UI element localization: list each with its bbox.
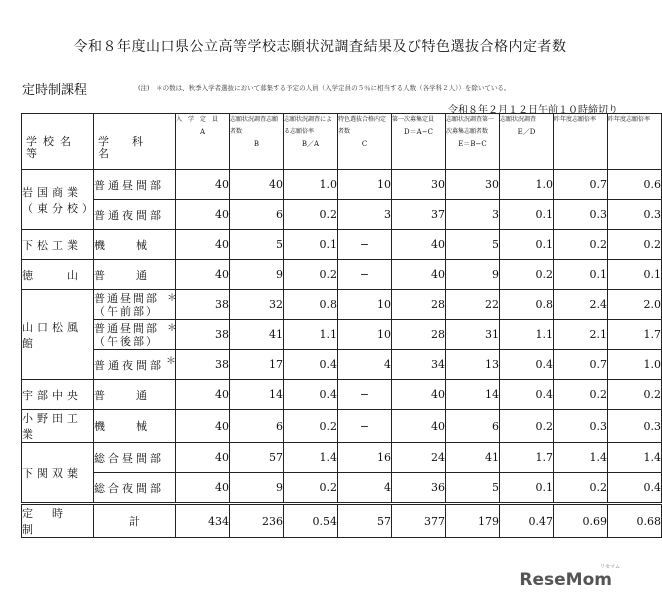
value-cell: 1.7 bbox=[500, 443, 554, 473]
value-cell: 10 bbox=[338, 170, 392, 200]
school-name: 岩国商業（東分校） bbox=[22, 170, 94, 230]
value-cell: 2.1 bbox=[554, 320, 608, 350]
subject-name bbox=[94, 200, 176, 230]
value-cell: 0.7 bbox=[554, 170, 608, 200]
value-cell: 0.8 bbox=[500, 290, 554, 320]
value-cell: 0.1 bbox=[554, 260, 608, 290]
value-cell: 0.4 bbox=[608, 473, 662, 504]
value-cell: 40 bbox=[392, 380, 446, 410]
value-cell: − bbox=[338, 380, 392, 410]
value-cell: 1.1 bbox=[500, 320, 554, 350]
value-cell: 0.6 bbox=[608, 170, 662, 200]
value-cell: 40 bbox=[176, 260, 230, 290]
value-cell: 38 bbox=[176, 320, 230, 350]
value-cell: 4 bbox=[338, 473, 392, 504]
subject-name bbox=[94, 473, 176, 504]
value-cell: 1.1 bbox=[284, 320, 338, 350]
value-cell: 17 bbox=[230, 350, 284, 380]
table-row bbox=[22, 260, 662, 290]
table-row bbox=[22, 170, 662, 200]
subject-name bbox=[94, 320, 179, 350]
value-cell: 0.1 bbox=[608, 260, 662, 290]
value-cell: 0.2 bbox=[608, 230, 662, 260]
value-cell: 0.4 bbox=[500, 380, 554, 410]
value-cell: 40 bbox=[176, 473, 230, 504]
value-cell: 1.4 bbox=[554, 443, 608, 473]
value-cell: 0.1 bbox=[500, 473, 554, 504]
value-cell: 40 bbox=[176, 380, 230, 410]
value-cell: 0.2 bbox=[284, 200, 338, 230]
value-cell: 40 bbox=[176, 230, 230, 260]
value-cell: 3 bbox=[338, 200, 392, 230]
subject-name bbox=[94, 290, 179, 320]
value-cell: 0.3 bbox=[554, 200, 608, 230]
table-row bbox=[22, 473, 662, 504]
subject-label: 普 通 bbox=[94, 268, 150, 282]
value-cell: 0.2 bbox=[500, 410, 554, 443]
value-cell: 0.8 bbox=[284, 290, 338, 320]
value-cell: 2.0 bbox=[608, 290, 662, 320]
value-cell: 0.4 bbox=[284, 350, 338, 380]
value-cell: 0.2 bbox=[284, 260, 338, 290]
total-value: 179 bbox=[446, 504, 500, 538]
total-value: 57 bbox=[338, 504, 392, 538]
subject-label: 普通昼間部（午前部） bbox=[94, 291, 159, 318]
subject-label: 機 械 bbox=[94, 420, 150, 433]
value-cell: 0.1 bbox=[500, 200, 554, 230]
value-cell: 14 bbox=[230, 380, 284, 410]
header-col bbox=[500, 114, 554, 170]
header-col-letter: E＝B−C bbox=[458, 140, 487, 148]
section-title: 定時制課程 bbox=[22, 83, 88, 98]
value-cell: 9 bbox=[446, 260, 500, 290]
logo-subtext: リセマム bbox=[600, 564, 620, 570]
value-cell: 31 bbox=[446, 320, 500, 350]
subject-label: 普通夜間部 bbox=[94, 358, 164, 372]
value-cell: 22 bbox=[446, 290, 500, 320]
total-value: 434 bbox=[176, 504, 230, 538]
header-subject bbox=[94, 114, 176, 170]
value-cell: 36 bbox=[392, 473, 446, 504]
value-cell: 0.3 bbox=[608, 200, 662, 230]
school-name: 徳 山 bbox=[22, 260, 94, 290]
value-cell: 38 bbox=[176, 350, 230, 380]
value-cell: 2.4 bbox=[554, 290, 608, 320]
value-cell: 14 bbox=[446, 380, 500, 410]
header-school bbox=[22, 114, 94, 170]
table-row bbox=[22, 350, 662, 380]
value-cell: 0.2 bbox=[284, 410, 338, 443]
value-cell: 41 bbox=[446, 443, 500, 473]
value-cell: 38 bbox=[176, 290, 230, 320]
value-cell: 0.7 bbox=[554, 350, 608, 380]
header-col bbox=[230, 114, 284, 170]
value-cell: 40 bbox=[392, 230, 446, 260]
header-col-title: 志願状況調査 bbox=[500, 116, 537, 123]
subject-name bbox=[94, 170, 176, 200]
value-cell: 10 bbox=[338, 290, 392, 320]
subject-name bbox=[94, 410, 176, 443]
value-cell: 0.2 bbox=[608, 380, 662, 410]
school-name: 山口松風館 bbox=[22, 290, 94, 380]
results-table bbox=[21, 113, 662, 538]
value-cell: 40 bbox=[230, 170, 284, 200]
value-cell: 1.7 bbox=[608, 320, 662, 350]
header-col-title: 志願状況調査志願者数 bbox=[230, 116, 279, 135]
header-col-title: 志願状況調査第一次募集志願者数 bbox=[446, 116, 495, 135]
value-cell: 30 bbox=[446, 170, 500, 200]
header-col bbox=[608, 114, 662, 170]
page-title: 令和８年度山口県公立高等学校志願状況調査結果及び特色選抜合格内定者数 bbox=[73, 39, 567, 55]
value-cell: 1.4 bbox=[608, 443, 662, 473]
subject-label: 普通夜間部 bbox=[94, 208, 164, 222]
header-school-label: 学校名等 bbox=[26, 135, 77, 160]
header-col-title: 昨年度志願倍率 bbox=[608, 116, 651, 123]
header-col-title: 昨年度志願倍率 bbox=[554, 116, 597, 123]
value-cell: 0.4 bbox=[500, 350, 554, 380]
value-cell: 13 bbox=[446, 350, 500, 380]
header-subject-label: 学 科 名 bbox=[98, 135, 166, 160]
value-cell: 40 bbox=[176, 410, 230, 443]
value-cell: 0.3 bbox=[554, 410, 608, 443]
header-col bbox=[176, 114, 230, 170]
total-sub: 計 bbox=[94, 504, 176, 538]
value-cell: 0.2 bbox=[554, 230, 608, 260]
value-cell: 40 bbox=[392, 410, 446, 443]
value-cell: 1.0 bbox=[608, 350, 662, 380]
value-cell: 34 bbox=[392, 350, 446, 380]
header-col bbox=[554, 114, 608, 170]
deadline-date: 令和８年２月１２日午前１０時締切り bbox=[448, 105, 618, 116]
header-col bbox=[446, 114, 500, 170]
value-cell: 0.4 bbox=[284, 380, 338, 410]
value-cell: 0.1 bbox=[284, 230, 338, 260]
total-value: 377 bbox=[392, 504, 446, 538]
total-value: 0.54 bbox=[284, 504, 338, 538]
footnote: (注) ＊の数は、秋季入学者選抜において募集する予定の人員（入学定員の５％に相当する人数（各学科２人））を除いている。 bbox=[138, 84, 511, 92]
value-cell: 0.3 bbox=[608, 410, 662, 443]
total-row bbox=[22, 504, 662, 538]
table-row bbox=[22, 380, 662, 410]
value-cell: 5 bbox=[446, 473, 500, 504]
value-cell: 6 bbox=[446, 410, 500, 443]
header-col-letter: D＝A−C bbox=[404, 128, 433, 136]
value-cell: 24 bbox=[392, 443, 446, 473]
school-name: 宇部中央 bbox=[22, 380, 94, 410]
header-col-letter: C bbox=[361, 140, 368, 148]
subject-name bbox=[94, 443, 176, 473]
value-cell: 0.2 bbox=[554, 473, 608, 504]
value-cell: 1.4 bbox=[284, 443, 338, 473]
value-cell: 0.2 bbox=[554, 380, 608, 410]
table-row bbox=[22, 320, 662, 350]
header-col-title: 志願状況調査による志願倍率 bbox=[284, 116, 333, 135]
subject-name bbox=[94, 260, 176, 290]
table-row bbox=[22, 290, 662, 320]
value-cell: − bbox=[338, 410, 392, 443]
header-col-letter: B／A bbox=[301, 140, 320, 148]
value-cell: 10 bbox=[338, 320, 392, 350]
asterisk-mark: ＊ bbox=[166, 356, 179, 367]
value-cell: 0.2 bbox=[500, 260, 554, 290]
value-cell: 41 bbox=[230, 320, 284, 350]
value-cell: 1.0 bbox=[500, 170, 554, 200]
total-value: 0.69 bbox=[554, 504, 608, 538]
table-row bbox=[22, 200, 662, 230]
header-col-letter: E／D bbox=[517, 128, 536, 136]
value-cell: 9 bbox=[230, 260, 284, 290]
value-cell: 28 bbox=[392, 290, 446, 320]
school-name: 小野田工業 bbox=[22, 410, 94, 443]
resemom-logo: ReseMom bbox=[519, 570, 612, 590]
value-cell: 30 bbox=[392, 170, 446, 200]
value-cell: 40 bbox=[176, 170, 230, 200]
subject-label: 普通昼間部（午後部） bbox=[94, 321, 159, 348]
header-col-letter: A bbox=[199, 128, 206, 136]
subject-label: 機 械 bbox=[94, 238, 150, 252]
header-col bbox=[392, 114, 446, 170]
header-col-letter: B bbox=[253, 140, 260, 148]
table-row bbox=[22, 410, 662, 443]
value-cell: 0.2 bbox=[284, 473, 338, 504]
value-cell: 37 bbox=[392, 200, 446, 230]
header-col-title: 第一次募集定員 bbox=[392, 116, 435, 123]
table-row bbox=[22, 230, 662, 260]
subject-label: 総合夜間部 bbox=[94, 481, 164, 495]
value-cell: − bbox=[338, 260, 392, 290]
total-value: 236 bbox=[230, 504, 284, 538]
value-cell: 6 bbox=[230, 200, 284, 230]
asterisk-mark: ＊ bbox=[167, 323, 179, 334]
value-cell: 28 bbox=[392, 320, 446, 350]
value-cell: 32 bbox=[230, 290, 284, 320]
header-col bbox=[338, 114, 392, 170]
table-row bbox=[22, 443, 662, 473]
value-cell: 4 bbox=[338, 350, 392, 380]
value-cell: 3 bbox=[446, 200, 500, 230]
total-value: 0.47 bbox=[500, 504, 554, 538]
subject-label: 総合昼間部 bbox=[94, 451, 164, 465]
subject-name bbox=[94, 380, 176, 410]
value-cell: 1.0 bbox=[284, 170, 338, 200]
value-cell: 40 bbox=[176, 443, 230, 473]
value-cell: 40 bbox=[392, 260, 446, 290]
school-name: 下関双葉 bbox=[22, 443, 94, 504]
value-cell: 5 bbox=[446, 230, 500, 260]
value-cell: 16 bbox=[338, 443, 392, 473]
total-value: 0.68 bbox=[608, 504, 662, 538]
subject-label: 普 通 bbox=[94, 388, 150, 402]
asterisk-mark: ＊ bbox=[167, 293, 179, 304]
value-cell: 0.1 bbox=[500, 230, 554, 260]
value-cell: 9 bbox=[230, 473, 284, 504]
value-cell: − bbox=[338, 230, 392, 260]
header-col-title: 入 学 定 員 bbox=[176, 116, 219, 123]
value-cell: 57 bbox=[230, 443, 284, 473]
subject-name bbox=[94, 230, 176, 260]
header-col-title: 特色選抜合格内定者数 bbox=[338, 116, 387, 135]
value-cell: 5 bbox=[230, 230, 284, 260]
school-name: 下松工業 bbox=[22, 230, 94, 260]
subject-name bbox=[94, 350, 179, 380]
header-col bbox=[284, 114, 338, 170]
total-label: 定 時 制 bbox=[22, 504, 94, 538]
value-cell: 40 bbox=[176, 200, 230, 230]
subject-label: 普通昼間部 bbox=[94, 178, 164, 192]
value-cell: 6 bbox=[230, 410, 284, 443]
